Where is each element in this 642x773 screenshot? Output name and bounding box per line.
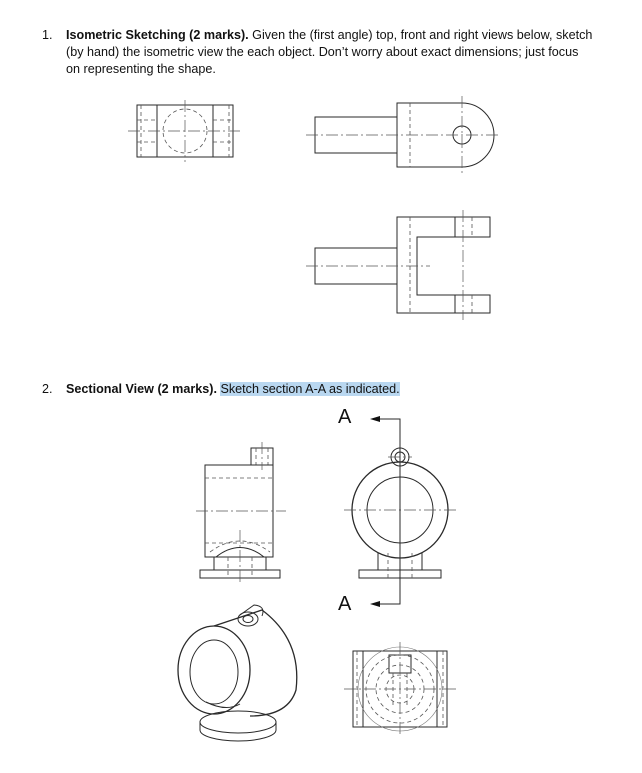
question-1-title: Isometric Sketching (2 marks).	[66, 28, 249, 42]
q1-object1-top-view	[128, 100, 242, 162]
arrow-top-icon	[370, 416, 380, 422]
question-1-number: 1.	[42, 28, 53, 42]
q2-top-view	[344, 642, 456, 736]
q1-object2-top-view	[306, 210, 490, 320]
q2-front-view	[196, 442, 286, 585]
question-2-number: 2.	[42, 382, 53, 396]
section-label-bottom: A	[338, 593, 352, 615]
section-label-top: A	[338, 406, 352, 428]
question-2-instruction: Sketch section A-A as indicated.	[220, 382, 400, 396]
q1-object2-front-view	[306, 96, 500, 174]
question-1-line3: on representing the shape.	[66, 62, 216, 76]
q2-isometric-view	[178, 605, 297, 741]
question-1-line1: Given the (first angle) top, front and right views below, sketch	[248, 28, 593, 42]
arrow-bottom-icon	[370, 601, 380, 607]
question-1-line2: (by hand) the isometric view the each object. Don’t worry about exact dimensions; just focus	[66, 45, 579, 59]
question-2-title: Sectional View (2 marks).	[66, 382, 217, 396]
